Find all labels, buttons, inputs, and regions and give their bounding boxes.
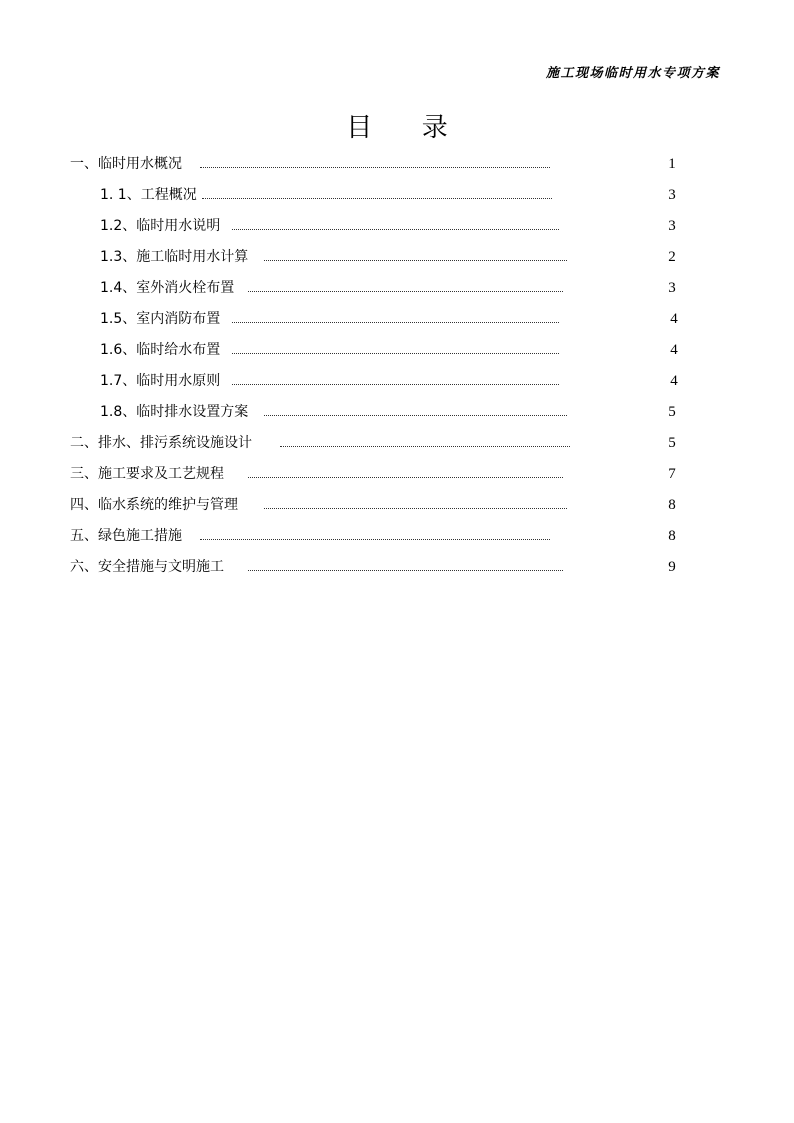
toc-leader-dots: [264, 260, 567, 261]
toc-entry-label: 三、施工要求及工艺规程: [70, 462, 225, 486]
toc-entry[interactable]: [70, 462, 690, 486]
toc-entry-page: 4: [670, 373, 678, 389]
toc-entry-page: 3: [668, 187, 676, 203]
toc-entry-label: 1.4、室外消火栓布置: [100, 276, 235, 300]
toc-leader-dots: [264, 415, 567, 416]
toc-entry[interactable]: [100, 307, 690, 331]
toc-entry-label: 二、排水、排污系统设施设计: [70, 431, 253, 455]
toc-entry-label: 1.5、室内消防布置: [100, 307, 221, 331]
toc-entry[interactable]: [100, 338, 690, 362]
toc-entry-page: 3: [668, 218, 676, 234]
toc-entry-page: 7: [668, 466, 676, 482]
toc-entry[interactable]: [100, 276, 690, 300]
toc-entry-page: 4: [670, 342, 678, 358]
toc-entry[interactable]: [100, 214, 690, 238]
toc-entry[interactable]: [100, 183, 690, 207]
toc-entry-page: 3: [668, 280, 676, 296]
toc-leader-dots: [232, 384, 559, 385]
toc-list: [0, 150, 794, 590]
toc-title: 目 录: [346, 113, 448, 143]
toc-entry-page: 5: [668, 435, 676, 451]
toc-leader-dots: [232, 322, 559, 323]
toc-leader-dots: [248, 291, 563, 292]
toc-entry-page: 1: [668, 156, 676, 172]
toc-entry-page: 4: [670, 311, 678, 327]
toc-leader-dots: [264, 508, 567, 509]
running-header: 施工现场临时用水专项方案: [545, 66, 720, 81]
toc-entry-label: 1.2、临时用水说明: [100, 214, 221, 238]
toc-entry-label: 四、临水系统的维护与管理: [70, 493, 239, 517]
toc-entry-page: 9: [668, 559, 676, 575]
toc-entry[interactable]: [100, 369, 690, 393]
toc-entry-label: 1.3、施工临时用水计算: [100, 245, 249, 269]
toc-entry-label: 1.8、临时排水设置方案: [100, 400, 249, 424]
toc-entry-page: 5: [668, 404, 676, 420]
toc-leader-dots: [232, 353, 559, 354]
toc-entry[interactable]: [70, 431, 690, 455]
toc-entry-page: 8: [668, 497, 676, 513]
toc-entry-label: 1.6、临时给水布置: [100, 338, 221, 362]
toc-leader-dots: [248, 477, 563, 478]
toc-leader-dots: [202, 198, 552, 199]
toc-entry-label: 一、临时用水概况: [70, 152, 183, 176]
toc-entry[interactable]: [70, 493, 690, 517]
toc-leader-dots: [200, 167, 550, 168]
toc-entry[interactable]: [100, 400, 690, 424]
toc-leader-dots: [280, 446, 570, 447]
toc-entry[interactable]: [70, 524, 690, 548]
toc-leader-dots: [248, 570, 563, 571]
toc-entry-page: 2: [668, 249, 676, 265]
toc-entry-label: 1.7、临时用水原则: [100, 369, 221, 393]
toc-leader-dots: [232, 229, 559, 230]
toc-entry-page: 8: [668, 528, 676, 544]
toc-entry[interactable]: [70, 555, 690, 579]
toc-entry[interactable]: [70, 152, 690, 176]
toc-entry[interactable]: [100, 245, 690, 269]
toc-entry-label: 六、安全措施与文明施工: [70, 555, 225, 579]
toc-entry-label: 1. 1、工程概况: [100, 183, 198, 207]
toc-leader-dots: [200, 539, 550, 540]
toc-entry-label: 五、绿色施工措施: [70, 524, 183, 548]
